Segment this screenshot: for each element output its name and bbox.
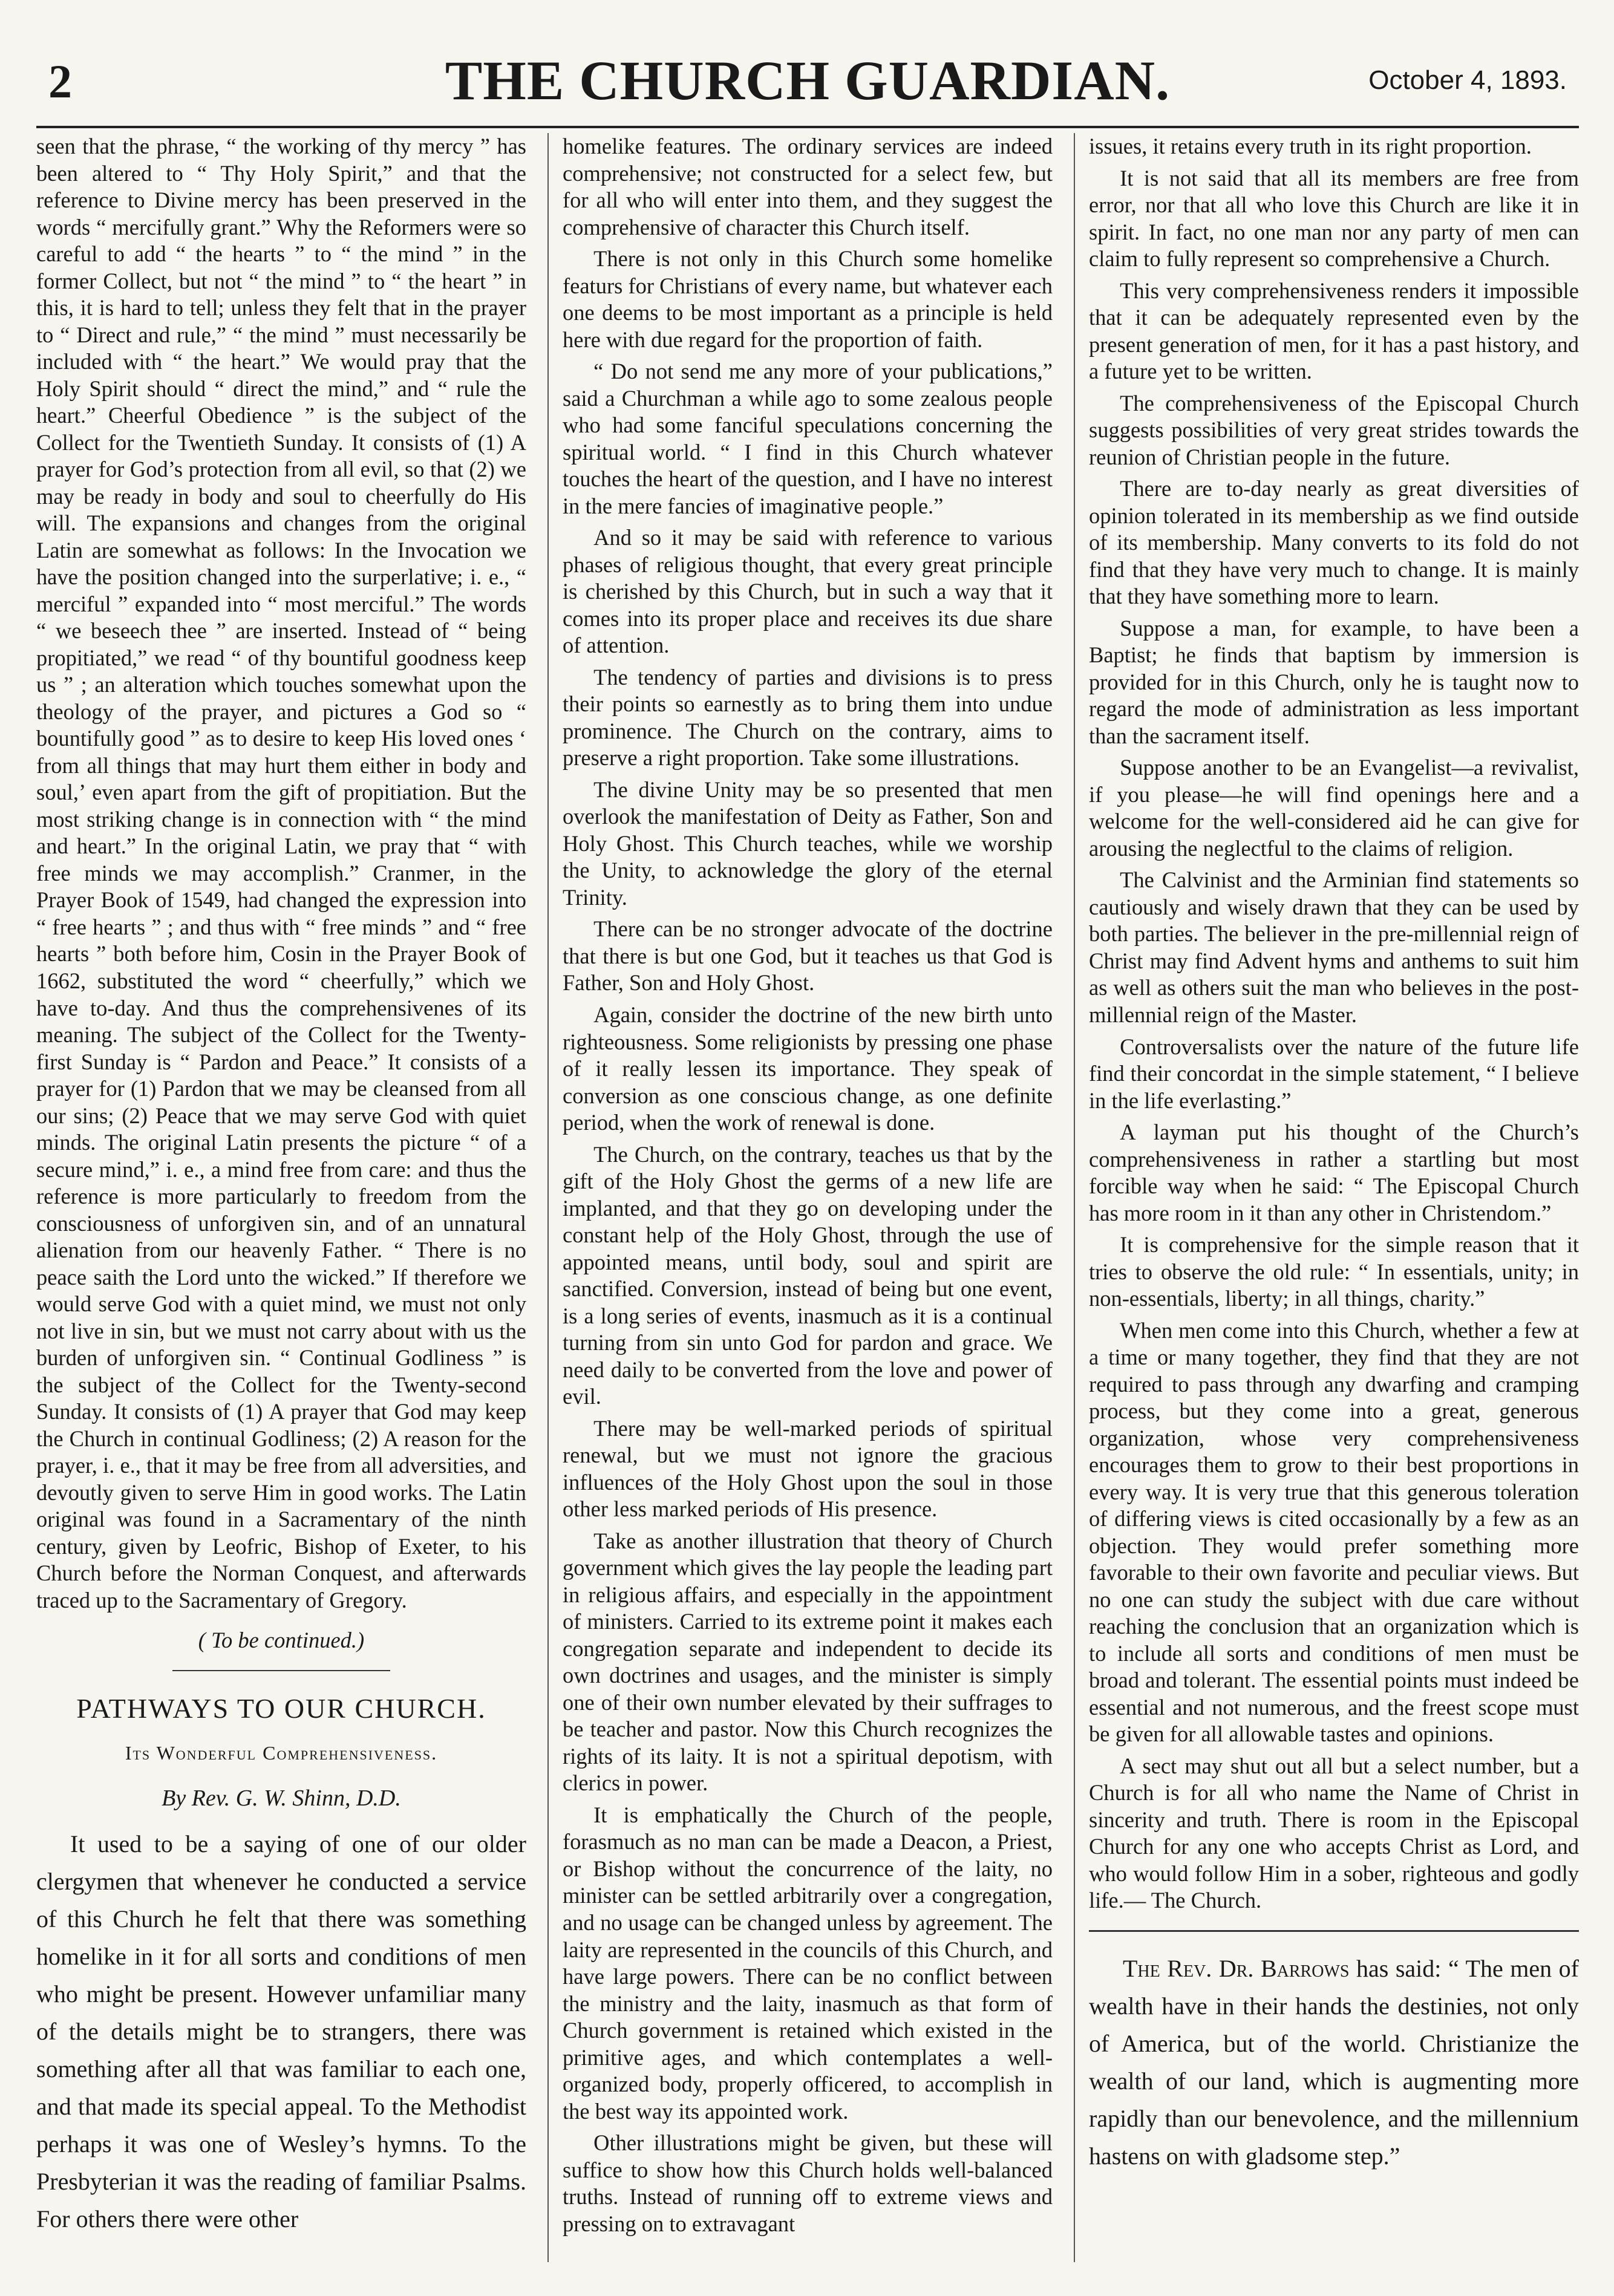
barrows-name: The Rev. Dr. Barrows: [1123, 1955, 1350, 1982]
article-paragraph: The Calvinist and the Arminian find statements so cautiously and wisely drawn that they can be used by both parties. The believer in the pre-millennial reign of Christ may find Advent hyms and anthems to suit him as well as others suit the man who believes in the post-millennial reign of the Master.: [1089, 867, 1579, 1027]
column-3: [1089, 133, 1579, 2262]
continued-note: ( To be continued.): [198, 1628, 365, 1653]
article-subheading: Its Wonderful Comprehensiveness.: [125, 1741, 438, 1764]
article-paragraph: There are to-day nearly as great diversities of opinion tolerated in its membership as we find outside of its membership. Many converts to its fold do not find that they have very much to change. It is mainly that they have something more to learn.: [1089, 476, 1579, 609]
article-paragraph: Take as another illustration that theory of Church government which gives the lay people the leading part in religious affairs, and especially in the appointment of ministers. Carried to its extreme point it makes each congregation separate and independent to decide its own doctrines and usages, and the minister is simply one of their own number elevated by their suffrages to be teacher and pastor. Now this Church recognizes the rights of its laity. It is not a spiritual depotism, with clerics in power.: [563, 1528, 1053, 1796]
article-paragraph: A layman put his thought of the Church’s comprehensiveness in rather a startling but most forcible way when he said: “ The Episcopal Church has more room in it than any other in Christendom.”: [1089, 1120, 1579, 1225]
collect-article-text: seen that the phrase, “ the working of thy mercy ” has been altered to “ Thy Holy Spirit,” and that the reference to Divine mercy has been preserved in the words “ mercifully grant.” Why the Reformers were so careful to add “ the hearts ” to “ the mind ” in the former Collect, but not “ the mind ” to “ the heart ” in this, it is hard to tell; unless they felt that in the prayer to “ Direct and rule,” “ the mind ” must necessarily be included with “ the heart.” We would pray that the Holy Spirit should “ direct the mind,” and “ rule the heart.” Cheerful Obedience ” is the subject of the Collect for the Twentieth Sunday. It consists of (1) A prayer for God’s protection from all evil, so that (2) we may be ready in body and soul to cheerfully do His will. The expansions and changes from the original Latin are somewhat as follows: In the Invocation we have the position changed into the surperlative; i. e., “ merciful ” expanded into “ most merciful.” The words “ we beseech thee ” are inserted. Instead of “ being propitiated,” we read “ of thy bountiful goodness keep us ” ; an alteration which touches somewhat upon the theology of the prayer, and pictures a God so “ bountifully good ” as to desire to keep His loved ones ‘ from all things that may hurt them either in body and soul,’ even apart from the gift of propitiation. But the most striking change is in connection with “ the mind and heart.” In the original Latin, we pray that “ with free minds we may accomplish.” Cranmer, in the Prayer Book of 1549, had changed the expression into “ free hearts ” ; and thus with “ free minds ” and “ free hearts ” both before him, Cosin in the Prayer Book of 1662, substituted the word “ cheerfully,” which we have to-day. And thus the comprehensivenes of its meaning. The subject of the Collect for the Twenty-first Sunday is “ Pardon and Peace.” It consists of a prayer for (1) Pardon that we may be cleansed from all our sins; (2) Peace that we may serve God with quiet minds. The original Latin presents the picture “ of a secure mind,” i. e., a mind free from care: and thus the reference is more particularly to freedom from the consciousness of unforgiven sin, and of an unnatural alienation from our heavenly Father. “ There is no peace saith the Lord unto the wicked.” If therefore we would serve God with a quiet mind, we must not only not live in sin, but we must not carry about with us the burden of unforgiven sin. “ Continual Godliness ” is the subject of the Collect for the Twenty-second Sunday. It consists of (1) A prayer that God may keep the Church in continual Godliness; (2) A reason for the prayer, i. e., that it may be free from all adversities, and devoutly given to serve Him in good works. The Latin original was found in a Sacramentary of the ninth century, given by Leofric, Bishop of Exeter, to his Church before the Norman Conquest, and afterwards traced up to the Sacramentary of Gregory.: [36, 134, 526, 1613]
article-columns: [36, 133, 1579, 2262]
article-paragraph: A sect may shut out all but a select number, but a Church is for all who name the Name of Christ in sincerity and truth. There is room in the Episcopal Church for any one who accepts Christ as Lord, and who would follow Him in a sober, righteous and godly life.— The Church.: [1089, 1753, 1579, 1913]
article-paragraph: Suppose another to be an Evangelist—a revivalist, if you please—he will find openings here and a welcome for the well-considered aid he can give for arousing the neglectful to the claims of religion.: [1089, 755, 1579, 861]
article-paragraph: There may be well-marked periods of spiritual renewal, but we must not ignore the gracious influences of the Holy Ghost upon the soul in those other less marked periods of His presence.: [563, 1415, 1053, 1522]
masthead-title: THE CHURCH GUARDIAN.: [445, 50, 1171, 111]
article-byline: By Rev. G. W. Shinn, D.D.: [162, 1786, 401, 1812]
article-paragraph: The comprehensiveness of the Episcopal Church suggests possibilities of very great strides towards the reunion of Christian people in the future.: [1089, 390, 1579, 469]
section-separator: [172, 1670, 390, 1671]
article-paragraph: This very comprehensiveness renders it impossible that it can be adequately represented even by the present generation of men, for it has a past history, and a future yet to be written.: [1089, 278, 1579, 384]
article-end-rule: [1089, 1930, 1579, 1932]
article-paragraph: It is emphatically the Church of the people, forasmuch as no man can be made a Deacon, a Priest, or Bishop without the concurrence of the laity, no minister can be settled arbitrarily over a congregation, and no usage can be changed unless by agreement. The laity are represented in the councils of this Church, and have large powers. There can be no conflict between the ministry and the laity, inasmuch as that form of Church government is retained which existed in the primitive ages, and which contemplates a well-organized body, properly officered, to accomplish in the best way its appointed work.: [563, 1802, 1053, 2124]
barrows-quote-text: has said: “ The men of wealth have in their hands the destinies, not only of America, but of the world. Christianize the wealth of our land, which is augmenting more rapidly than our benevolence, and the millennium hastens on with gladsome step.”: [1089, 1955, 1579, 2170]
article-paragraph: The Church, on the contrary, teaches us that by the gift of the Holy Ghost the germs of a new life are implanted, and that they go on developing under the constant help of the Holy Ghost, through the use of appointed means, until body, soul and spirit are sanctified. Conversion, instead of being but one event, is a long series of events, inasmuch as it is a continual turning from sin unto God for pardon and grace. We need daily to be converted from the love and power of evil.: [563, 1141, 1053, 1409]
article-paragraph: homelike features. The ordinary services are indeed comprehensive; not constructed for a select few, but for all who will enter into them, and they suggest the comprehensive of character this Church itself.: [563, 134, 1053, 240]
article-paragraph: And so it may be said with reference to various phases of religious thought, that every great principle is cherished by this Church, but in such a way that it comes into its proper place and receives its due share of attention.: [563, 525, 1053, 658]
article-paragraph: It used to be a saying of one of our older clergymen that whenever he conducted a service of this Church he felt that there was something homelike in it for all sorts and conditions of men who might be present. However unfamiliar many of the details might be to strangers, there was something after all that was familiar to each one, and that made its special appeal. To the Methodist perhaps it was one of Wesley’s hymns. To the Presbyterian it was the reading of familiar Psalms. For others there were other: [36, 1830, 526, 2233]
article-paragraph: It is comprehensive for the simple reason that it tries to observe the old rule: “ In essentials, unity; in non-essentials, liberty; in all things, charity.”: [1089, 1232, 1579, 1311]
article-paragraph: When men come into this Church, whether a few at a time or many together, they find that they are not required to pass through any dwarfing and cramping process, but they come into a great, generous organization, whose very comprehensiveness encourages them to grow to their best proportions in every way. It is very true that this generous toleration of differing views is cited occasionally by a few as an objection. They would prefer something more favorable to their own favorite and peculiar views. But no one can study the subject with due care without reaching the conclusion that an organization which is to include all sorts and conditions of men must be broad and tolerant. The essential points must indeed be essential and not numerous, and the freest scope must be given for all allowable tastes and opinions.: [1089, 1317, 1579, 1747]
column-2: [563, 133, 1053, 2262]
article-paragraph: Other illustrations might be given, but these will suffice to show how this Church holds well-balanced truths. Instead of running off to extreme views and pressing on to extravagant: [563, 2130, 1053, 2236]
header-rule: [36, 126, 1579, 128]
article-paragraph: There is not only in this Church some homelike featurs for Christians of every name, but whatever each one deems to be most important as a principle is held here with due regard for the proportion of faith.: [563, 246, 1053, 352]
issue-date: October 4, 1893.: [1368, 65, 1567, 95]
article-paragraph: It is not said that all its members are free from error, nor that all who love this Church are like it in spirit. In fact, no one man nor any party of men can claim to fully represent so comprehensive a Church.: [1089, 165, 1579, 272]
article-paragraph: Suppose a man, for example, to have been a Baptist; he finds that baptism by immersion is provided for in this Church, only he is taught now to regard the mode of administration as less important than the sacrament itself.: [1089, 615, 1579, 748]
article-paragraph: “ Do not send me any more of your publications,” said a Churchman a while ago to some zealous people who had some fanciful speculations concerning the spiritual world. “ I find in this Church whatever touches the heart of the question, and I have no interest in the mere fancies of imaginative people.”: [563, 359, 1053, 518]
article-paragraph: There can be no stronger advocate of the doctrine that there is but one God, but it teaches us that God is Father, Son and Holy Ghost.: [563, 916, 1053, 996]
article-heading: PATHWAYS TO OUR CHURCH.: [76, 1692, 486, 1724]
article-paragraph: The tendency of parties and divisions is to press their points so earnestly as to bring them into undue prominence. The Church on the contrary, aims to preserve a right proportion. Take some illustrations.: [563, 664, 1053, 771]
article-paragraph: Again, consider the doctrine of the new birth unto righteousness. Some religionists by pressing one phase of it really lessen its importance. They speak of conversion as one conscious change, as one definite period, when the work of renewal is done.: [563, 1002, 1053, 1135]
article-paragraph: Controversalists over the nature of the future life find their concordat in the simple statement, “ I believe in the life everlasting.”: [1089, 1034, 1579, 1113]
article-paragraph: The divine Unity may be so presented that men overlook the manifestation of Deity as Father, Son and Holy Ghost. This Church teaches, while we worship the Unity, to acknowledge the glory of the eternal Trinity.: [563, 777, 1053, 910]
page-header: [36, 36, 1579, 127]
barrows-quote: [1089, 1950, 1579, 2175]
article-paragraph: issues, it retains every truth in its right proportion.: [1089, 134, 1532, 158]
page-number: 2: [48, 55, 72, 108]
column-1: [36, 133, 526, 2262]
